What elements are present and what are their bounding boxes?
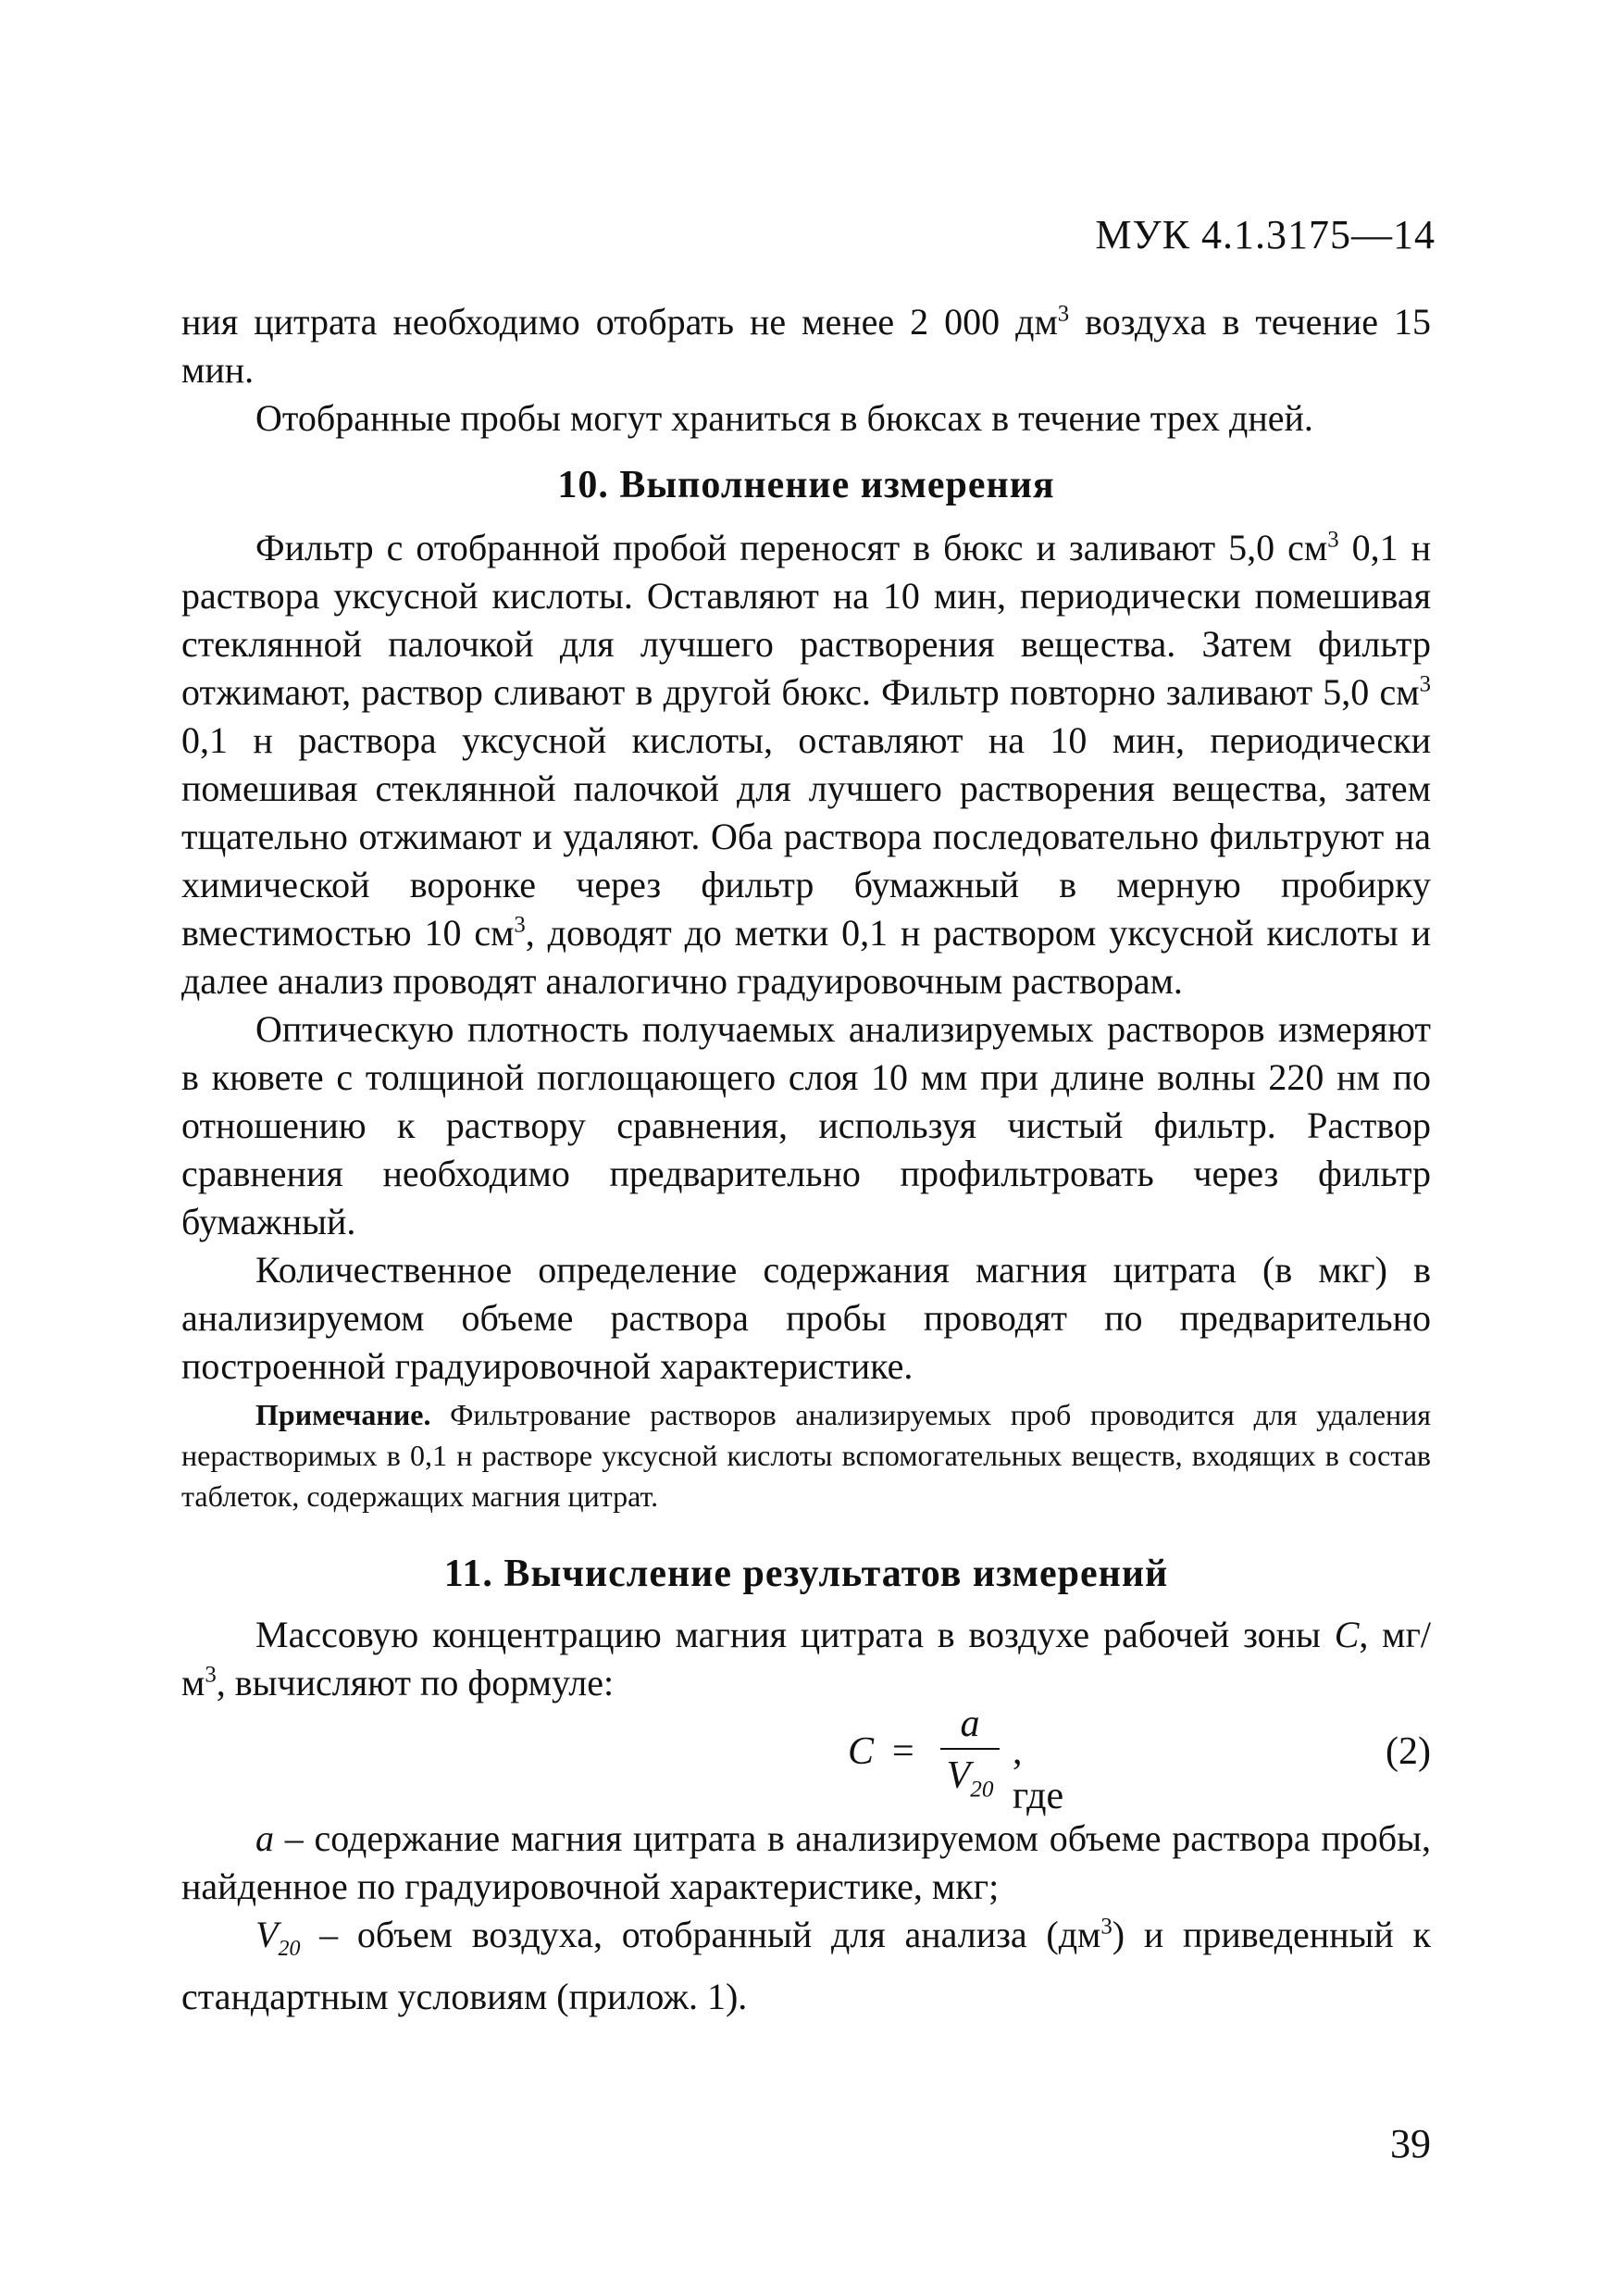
note-label: Примечание. [255,1398,431,1431]
fraction-bar [940,1748,1000,1750]
section-10-paragraph-3: Количественное определение содержания магния цитрата (в мкг) в анализируемом объеме раствора пробы проводят по предварительно построенной градуировочной характеристике. [181,1249,1431,1387]
section-11-paragraph-1: Массовую концентрацию магния цитрата в воздухе рабочей зоны С, $мг/м^3$, вычисляют по формуле: [181,1614,1431,1703]
formula-row [181,1702,1431,1817]
formula-numerator: a [960,1703,980,1745]
definition-a: a – содержание магния цитрата в анализируемом объеме раствора пробы, найденное по градуировочной характеристике, мкг; [181,1817,1431,1907]
section-10-body [181,524,1431,1391]
note [181,1394,1431,1516]
intro-paragraph-1: ния цитрата необходимо отобрать не менее 2 000 $дм^3$ воздуха в течение 15 мин. [181,301,1431,391]
definitions [181,1815,1431,2021]
section-11-intro [181,1611,1431,1707]
definition-v20: $V_{20}$ – объем воздуха, отобранный для анализа $(дм^3)$ и приведенный к стандартным условиям (прилож. 1). [181,1914,1431,2017]
note-text: Фильтрование растворов анализируемых проб проводится для удаления нерастворимых в 0,1 н растворе уксусной кислоты вспомогательных веществ, входящих в состав таблеток, содержащих магния цитрат. [181,1398,1431,1513]
section-10-paragraph-1: Фильтр с отобранной пробой переносят в бюкс и заливают 5,0 $см^3$ 0,1 н раствора уксусной кислоты. Оставляют на 10 мин, периодически помешивая стеклянной палочкой для лучшего растворения вещества. Затем фильтр отжимают, раствор сливают в другой бюкс. Фильтр повторно заливают 5,0 $см^3$ 0,1 н раствора уксусной кислоты, оставляют на 10 мин, периодически помешивая стеклянной палочкой для лучшего растворения вещества, затем тщательно отжимают и удаляют. Оба раствора последовательно фильтруют на химической воронке через фильтр бумажный в мерную пробирку вместимостью 10 $см^3$, доводят до метки 0,1 н раствором уксусной кислоты и далее анализ проводят аналогично градуировочным растворам. [181,527,1432,1002]
formula-equals: = [892,1730,914,1773]
section-10-heading: 10. Выполнение измерения [557,464,1055,506]
page-number: 39 [1390,2121,1431,2166]
formula-denominator: $V_{20}$ [946,1754,994,1803]
formula-lhs: С [848,1730,875,1773]
formula-fraction [940,1702,1000,1803]
section-10-paragraph-2: Оптическую плотность получаемых анализируемых растворов измеряют в кювете с толщиной поглощающего слоя 10 мм при длине волны 220 нм по отношению к раствору сравнения, используя чистый фильтр. Раствор сравнения необходимо предварительно профильтровать через фильтр бумажный. [181,1008,1431,1242]
intro-block [181,298,1431,443]
section-11-heading: 11. Вычисление результатов измерений [443,1553,1169,1595]
document-code: МУК 4.1.3175—14 [1095,212,1436,257]
formula-where: , где [1013,1730,1064,1817]
formula-number: (2) [1386,1730,1431,1773]
intro-paragraph-2: Отобранные пробы могут храниться в бюксах в течение трех дней. [255,397,1313,439]
